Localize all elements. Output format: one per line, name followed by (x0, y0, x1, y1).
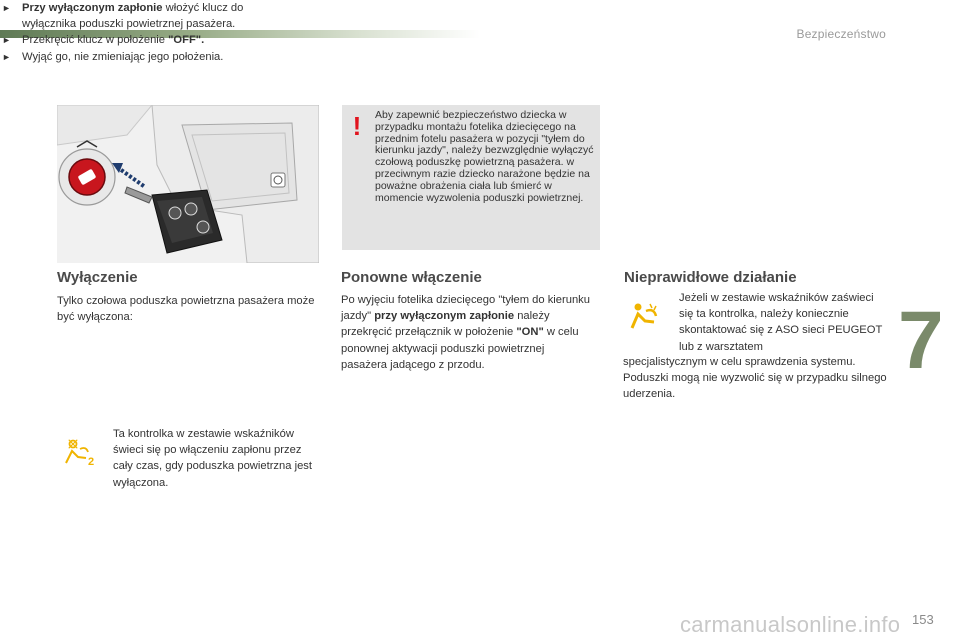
airbag-fault-warning-lamp-icon (628, 302, 662, 332)
section-title-malfunction: Nieprawidłowe działanie (624, 269, 797, 286)
bullet-icon: ► (2, 3, 11, 13)
list-item: ► Wyjąć go, nie zmieniając jego położenia. (0, 49, 262, 65)
section-title-reactivation: Ponowne włączenie (341, 269, 482, 286)
list-item: ► Przekręcić klucz w położenie "OFF". (0, 32, 262, 48)
deactivation-intro: Tylko czołowa poduszka powietrzna pasażera może być wyłączona: (57, 295, 315, 324)
chapter-number: 7 (898, 295, 944, 386)
svg-text:2: 2 (88, 456, 95, 466)
reactivation-text: Po wyjęciu fotelika dziecięcego "tyłem do kierunku jazdy" przy wyłączonym zapłonie należy przekręcić przełącznik w położenie "ON" w celu ponownej aktywacji poduszki powietrznej pasażera jadącego z przodu. (341, 294, 590, 371)
deactivation-lamp-note: Ta kontrolka w zestawie wskaźników świeci się po włączeniu zapłonu przez cały czas, gdy poduszka powietrzna jest wyłączona. (113, 428, 312, 489)
deactivation-steps (0, 0, 262, 65)
airbag-key-switch-illustration (57, 105, 319, 263)
airbag-off-warning-lamp-icon (64, 438, 98, 466)
section-title-deactivation: Wyłączenie (57, 269, 138, 286)
list-item: ► Przy wyłączonym zapłonie włożyć klucz do wyłącznika poduszki powietrznej pasażera. (2, 2, 244, 31)
safety-warning-text: Aby zapewnić bezpieczeństwo dziecka w przypadku montażu fotelika dziecięcego na przednim fotelu pasażera w pozycji "tyłem do kierunku jazdy", należy bezwzględnie wyłączyć czołową poduszkę powietrzną pasażera. w przeciwnym razie dziecko narażone będzie na poważne obrażenia ciała lub śmierć w momencie wyzwolenia poduszki powietrznej. (375, 109, 594, 204)
malfunction-text: Jeżeli w zestawie wskaźników zaświeci się ta kontrolka, należy koniecznie skontaktować się z ASO sieci PEUGEOT lub z warsztatem (679, 292, 883, 353)
malfunction-text-continued: specjalistycznym w celu sprawdzenia systemu. Poduszki mogą nie wyzwolić się w przypadku silnego uderzenia. (623, 356, 887, 401)
watermark: carmanualsonline.info (680, 612, 901, 637)
section-title: Bezpieczeństwo (796, 27, 886, 41)
exclamation-warning-icon: ! (352, 111, 362, 141)
page-number: 153 (912, 612, 934, 627)
bullet-icon: ► (2, 51, 11, 62)
bullet-icon: ► (2, 35, 11, 46)
